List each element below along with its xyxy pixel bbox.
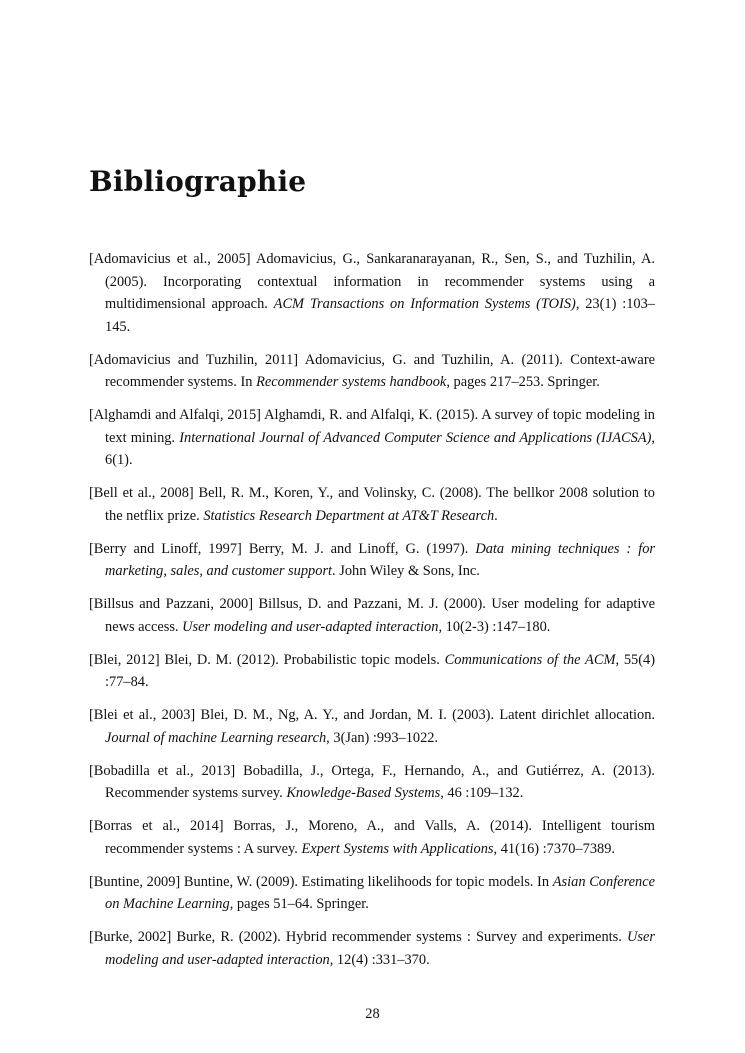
reference-text: Blei, D. M., Ng, A. Y., and Jordan, M. I. (2003). Latent dirichlet allocation.: [200, 707, 655, 723]
reference-details: , pages 51–64. Springer.: [229, 896, 369, 912]
reference-venue: Statistics Research Department at AT&T Research: [203, 507, 495, 524]
reference-key: [Borras et al., 2014]: [89, 818, 224, 834]
reference-item: [89, 871, 655, 916]
reference-key: [Bobadilla et al., 2013]: [89, 762, 236, 779]
reference-item: [89, 404, 655, 472]
page-number: 28: [365, 1006, 380, 1022]
reference-details: , 3(Jan) :993–1022.: [326, 729, 439, 746]
reference-venue: International Journal of Advanced Computer Science and Applications (IJACSA): [179, 429, 652, 446]
reference-item: [89, 248, 655, 338]
reference-key: [Buntine, 2009]: [89, 873, 181, 890]
reference-venue: Asian Conference on Machine Learning: [105, 873, 656, 912]
reference-venue: Recommender systems handbook: [256, 374, 447, 390]
reference-text: Billsus, D. and Pazzani, M. J. (2000). User modeling for adaptive news access.: [105, 596, 655, 635]
reference-key: [Burke, 2002]: [89, 929, 172, 945]
reference-text: Bell, R. M., Koren, Y., and Volinsky, C. (2008). The bellkor 2008 solution to the netflix prize.: [105, 485, 655, 524]
reference-item: [89, 538, 655, 583]
reference-item: [89, 649, 655, 694]
reference-details: , 46 :109–132.: [440, 785, 524, 801]
reference-details: , pages 217–253. Springer.: [446, 374, 600, 390]
reference-venue: Data mining techniques : for marketing, sales, and customer support: [105, 540, 655, 579]
reference-details: , 12(4) :331–370.: [329, 951, 430, 968]
reference-key: [Adomavicius and Tuzhilin, 2011]: [89, 351, 299, 368]
reference-key: [Berry and Linoff, 1997]: [89, 540, 242, 557]
reference-text: Adomavicius, G., Sankaranarayanan, R., Sen, S., and Tuzhilin, A. (2005). Incorporating contextual information in recommender systems using a multidimensional approach.: [105, 251, 655, 312]
reference-details: , 10(2-3) :147–180.: [438, 618, 551, 635]
reference-item: [89, 593, 655, 638]
reference-venue: Expert Systems with Applications: [301, 840, 494, 857]
reference-details: , 55(4) :77–84.: [105, 651, 655, 690]
reference-details: , 23(1) :103–145.: [105, 296, 655, 335]
reference-venue: ACM Transactions on Information Systems (TOIS): [273, 296, 576, 312]
reference-list: [89, 248, 655, 982]
reference-details: , 6(1).: [105, 429, 655, 468]
reference-details: .: [494, 507, 498, 524]
reference-key: [Bell et al., 2008]: [89, 485, 194, 501]
reference-key: [Alghamdi and Alfalqi, 2015]: [89, 407, 261, 423]
reference-text: Berry, M. J. and Linoff, G. (1997).: [248, 540, 469, 557]
reference-venue: User modeling and user-adapted interaction: [182, 618, 439, 635]
reference-key: [Blei, 2012]: [89, 651, 160, 668]
reference-text: Burke, R. (2002). Hybrid recommender systems : Survey and experiments.: [176, 929, 622, 945]
reference-venue: Communications of the ACM: [444, 651, 616, 668]
reference-item: [89, 926, 655, 971]
reference-details: , 41(16) :7370–7389.: [493, 840, 616, 857]
reference-text: Borras, J., Moreno, A., and Valls, A. (2014). Intelligent tourism recommender systems : A survey.: [105, 818, 655, 857]
reference-item: [89, 760, 655, 805]
reference-item: [89, 482, 655, 527]
reference-item: [89, 815, 655, 860]
reference-text: Blei, D. M. (2012). Probabilistic topic models.: [164, 651, 440, 668]
reference-venue: Journal of machine Learning research: [105, 729, 327, 746]
reference-text: Alghamdi, R. and Alfalqi, K. (2015). A survey of topic modeling in text mining.: [105, 407, 656, 446]
reference-venue: User modeling and user-adapted interaction: [105, 929, 655, 968]
reference-details: . John Wiley & Sons, Inc.: [332, 563, 480, 579]
reference-text: Adomavicius, G. and Tuzhilin, A. (2011). Context-aware recommender systems. In: [105, 351, 655, 390]
reference-key: [Billsus and Pazzani, 2000]: [89, 596, 254, 612]
reference-item: [89, 704, 655, 749]
page-title: Bibliographie: [89, 165, 307, 198]
reference-text: Buntine, W. (2009). Estimating likelihoods for topic models. In: [183, 873, 550, 890]
reference-key: [Blei et al., 2003]: [89, 707, 196, 723]
reference-item: [89, 349, 655, 394]
reference-text: Bobadilla, J., Ortega, F., Hernando, A., and Gutiérrez, A. (2013). Recommender systems survey.: [105, 762, 655, 801]
reference-key: [Adomavicius et al., 2005]: [89, 251, 251, 267]
reference-venue: Knowledge-Based Systems: [286, 785, 441, 801]
